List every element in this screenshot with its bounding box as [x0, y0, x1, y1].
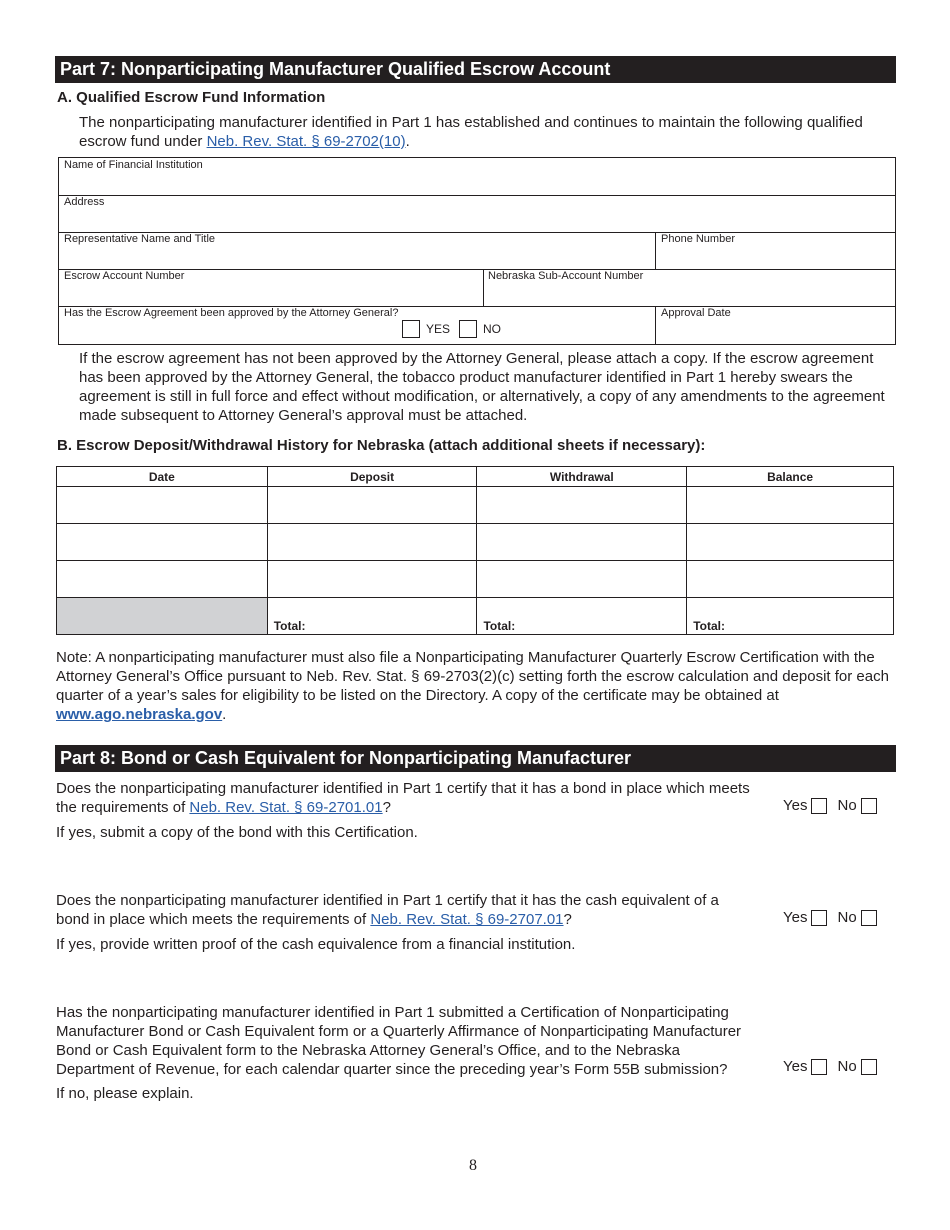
escrow-account-field[interactable] — [59, 270, 483, 306]
note-end: . — [222, 706, 227, 723]
cash-no-label: No — [837, 909, 857, 926]
financial-institution-label: Name of Financial Institution — [64, 159, 203, 171]
deposit-cell[interactable] — [267, 524, 477, 561]
section-a-intro-end: . — [405, 133, 410, 150]
phone-field[interactable] — [656, 233, 895, 269]
quarterly-certification-note — [56, 648, 896, 724]
part8-title: Part 8: Bond or Cash Equivalent for Nonparticipating Manufacturer — [55, 745, 896, 772]
approval-yes-no — [402, 320, 501, 338]
cash-followup: If yes, provide written proof of the cash equivalence from a financial institution. — [56, 936, 576, 953]
bond-no-checkbox[interactable] — [861, 798, 877, 814]
approval-no-label: NO — [483, 322, 502, 336]
date-cell[interactable] — [57, 487, 268, 524]
cash-question-line1: Does the nonparticipating manufacturer identified in Part 1 certify that it has the cash equivalent of a — [56, 892, 719, 909]
section-b-heading: B. Escrow Deposit/Withdrawal History for Nebraska (attach additional sheets if necessary): — [57, 437, 706, 454]
bond-no-label: No — [837, 797, 857, 814]
submission-yes-checkbox[interactable] — [811, 1059, 827, 1075]
balance-cell[interactable] — [687, 487, 894, 524]
submission-question-line3: Bond or Cash Equivalent form to the Nebraska Attorney General’s Office, and to the Nebraska — [56, 1042, 680, 1059]
cash-question-line2 — [56, 910, 786, 929]
balance-cell[interactable] — [687, 524, 894, 561]
table-header-row — [57, 467, 894, 487]
section-a-intro — [79, 113, 894, 151]
cash-yes-checkbox[interactable] — [811, 910, 827, 926]
deposit-cell[interactable] — [267, 487, 477, 524]
bond-question-line2 — [56, 798, 786, 817]
deposit-cell[interactable] — [267, 561, 477, 598]
withdrawal-cell[interactable] — [477, 487, 687, 524]
address-field[interactable] — [59, 196, 895, 232]
bond-yes-label: Yes — [783, 797, 808, 814]
escrow-account-label: Escrow Account Number — [64, 270, 185, 282]
approval-date-field[interactable] — [656, 318, 895, 344]
bond-followup: If yes, submit a copy of the bond with this Certification. — [56, 824, 418, 841]
approval-question-label: Has the Escrow Agreement been approved by the Attorney General? — [64, 307, 399, 319]
table-row — [57, 524, 894, 561]
column-header-deposit: Deposit — [267, 467, 477, 487]
part7-title: Part 7: Nonparticipating Manufacturer Qualified Escrow Account — [55, 56, 896, 83]
cash-yes-no — [783, 909, 883, 926]
ago-website-link[interactable]: www.ago.nebraska.gov — [56, 706, 223, 723]
bond-question-end: ? — [382, 799, 391, 816]
escrow-info-form — [58, 157, 896, 345]
submission-followup: If no, please explain. — [56, 1085, 194, 1102]
submission-question-line4: Department of Revenue, for each calendar quarter since the preceding year’s Form 55B submission? — [56, 1061, 728, 1078]
cash-question-end: ? — [563, 911, 572, 928]
withdrawal-cell[interactable] — [477, 524, 687, 561]
sub-account-label: Nebraska Sub-Account Number — [488, 270, 644, 282]
page-number: 8 — [469, 1157, 477, 1174]
representative-field[interactable] — [59, 233, 655, 269]
withdrawal-cell[interactable] — [477, 561, 687, 598]
date-cell[interactable] — [57, 561, 268, 598]
approval-date-label: Approval Date — [661, 307, 731, 319]
totals-row — [57, 598, 894, 635]
submission-question-line1: Has the nonparticipating manufacturer identified in Part 1 submitted a Certification of Nonparticipating — [56, 1004, 729, 1021]
balance-cell[interactable] — [687, 561, 894, 598]
date-cell[interactable] — [57, 524, 268, 561]
withdrawal-total[interactable]: Total: — [477, 598, 687, 635]
approval-no-checkbox[interactable] — [459, 320, 477, 338]
phone-label: Phone Number — [661, 233, 735, 245]
balance-total[interactable]: Total: — [687, 598, 894, 635]
bond-yes-no — [783, 797, 883, 814]
statute-link-69-2707-01[interactable]: Neb. Rev. Stat. § 69-2707.01 — [370, 911, 564, 928]
escrow-agreement-note: If the escrow agreement has not been approved by the Attorney General, please attach a copy. If the escrow agreement has been approved by the Attorney General, the tobacco product manufacturer identified in Part 1 hereby swears the agreement is still in full force and effect without modification, or alternatively, a copy of any amendments to the agreement made subsequent to Attorney General’s approval must be attached. — [79, 350, 885, 424]
bond-question-line1: Does the nonparticipating manufacturer identified in Part 1 certify that it has a bond in place which meets — [56, 780, 750, 797]
submission-question-line2: Manufacturer Bond or Cash Equivalent form or a Quarterly Affirmance of Nonparticipating Manufacturer — [56, 1023, 742, 1040]
address-label: Address — [64, 196, 105, 208]
column-header-withdrawal: Withdrawal — [477, 467, 687, 487]
bond-question — [56, 779, 786, 817]
column-header-balance: Balance — [687, 467, 894, 487]
submission-no-checkbox[interactable] — [861, 1059, 877, 1075]
submission-no-label: No — [837, 1058, 857, 1075]
bond-question-text: the requirements of — [56, 799, 190, 816]
section-a-intro-text: The nonparticipating manufacturer identified in Part 1 has established and continues to maintain the following qualified escrow fund under — [79, 114, 863, 150]
submission-yes-no — [783, 1058, 883, 1075]
submission-yes-label: Yes — [783, 1058, 808, 1075]
approval-yes-label: YES — [426, 322, 451, 336]
cash-yes-label: Yes — [783, 909, 808, 926]
cash-equivalent-question — [56, 891, 786, 929]
financial-institution-field[interactable] — [59, 158, 895, 195]
escrow-history-table — [56, 466, 894, 635]
cash-no-checkbox[interactable] — [861, 910, 877, 926]
note-text: Note: A nonparticipating manufacturer must also file a Nonparticipating Manufacturer Quarterly Escrow Certification with the Attorney General’s Office pursuant to Neb. Rev. Stat. § 69-2703(2)(c) setting forth the escrow calculation and deposit for each quarter of a year’s sales for eligibility to be listed on the Directory. A copy of the certificate may be obtained at — [56, 649, 889, 704]
bond-yes-checkbox[interactable] — [811, 798, 827, 814]
section-a-heading: A. Qualified Escrow Fund Information — [57, 89, 326, 106]
statute-link-69-2701-01[interactable]: Neb. Rev. Stat. § 69-2701.01 — [189, 799, 383, 816]
table-row — [57, 487, 894, 524]
cash-question-text: bond in place which meets the requirements of — [56, 911, 371, 928]
shaded-cell — [57, 598, 268, 635]
certification-submission-question — [56, 1003, 786, 1079]
table-row — [57, 561, 894, 598]
sub-account-field[interactable] — [484, 270, 895, 306]
representative-label: Representative Name and Title — [64, 233, 216, 245]
statute-link-69-2702-10[interactable]: Neb. Rev. Stat. § 69-2702(10) — [206, 133, 406, 150]
approval-yes-checkbox[interactable] — [402, 320, 420, 338]
deposit-total[interactable]: Total: — [267, 598, 477, 635]
column-header-date: Date — [57, 467, 268, 487]
